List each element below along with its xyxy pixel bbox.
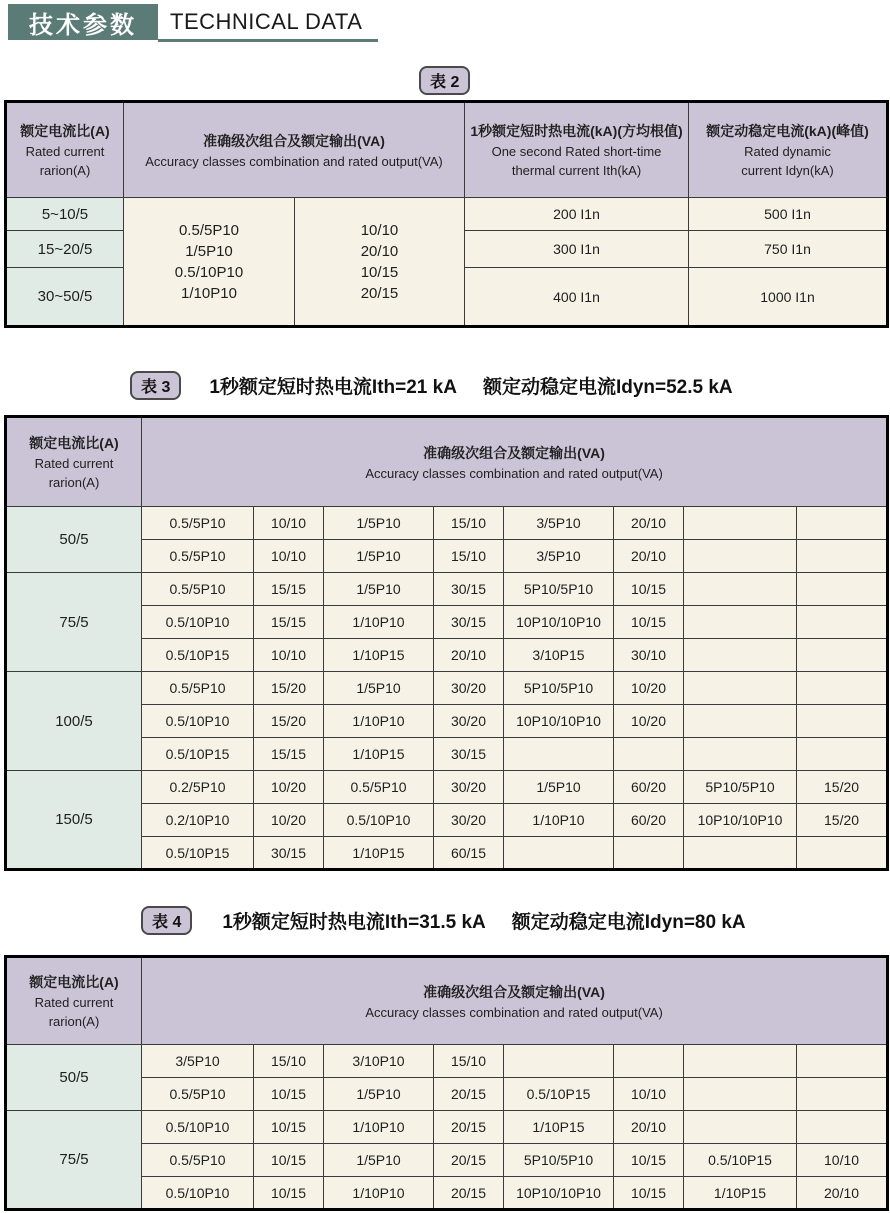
header-text-en: rarion(A) — [48, 475, 100, 490]
table-cell: 1/5P10 — [324, 540, 434, 573]
column-header-ratio — [6, 417, 142, 507]
header-text-zh: 1秒额定短时热电流(kA)(方均根值) — [470, 123, 683, 139]
table4 — [4, 955, 889, 1211]
column-header-accuracy — [124, 102, 465, 198]
table-cell: 5P10/5P10 — [684, 771, 797, 804]
column-header-ratio — [6, 102, 124, 198]
title-underline — [158, 39, 378, 42]
table4-title-ith: 1秒额定短时热电流Ith=31.5 kA — [222, 912, 486, 933]
table-cell: 0.5/5P10 — [142, 1078, 254, 1111]
table-cell: 30/15 — [434, 573, 504, 606]
table-cell: 0.5/5P10 — [142, 507, 254, 540]
table3-title-ith: 1秒额定短时热电流Ith=21 kA — [209, 377, 457, 398]
table-cell — [684, 507, 797, 540]
table-cell: 15/10 — [434, 540, 504, 573]
table-cell: 15/15 — [254, 573, 324, 606]
table3 — [4, 415, 889, 871]
table-cell: 10P10/10P10 — [684, 804, 797, 837]
table-cell: 30/15 — [434, 738, 504, 771]
column-header-dynamic — [689, 102, 888, 198]
table-cell — [614, 1045, 684, 1078]
table-cell: 15/10 — [434, 507, 504, 540]
table-cell: 5P10/5P10 — [504, 1144, 614, 1177]
output-value: 10/10 — [360, 221, 399, 239]
header-text-en: current Idyn(kA) — [741, 163, 834, 178]
header-text-en: Accuracy classes combination and rated output(VA) — [145, 153, 443, 169]
table-cell: 0.5/10P10 — [142, 1111, 254, 1144]
table-cell: 30/20 — [434, 672, 504, 705]
header-text-en: Rated dynamic — [744, 144, 831, 159]
table-cell: 20/15 — [434, 1144, 504, 1177]
table-cell: 1/5P10 — [504, 771, 614, 804]
table-cell: 60/20 — [614, 804, 684, 837]
header-text-en: rarion(A) — [39, 163, 91, 178]
table-cell: 1/5P10 — [324, 573, 434, 606]
accuracy-value: 0.5/10P10 — [174, 263, 244, 281]
output-value: 20/10 — [360, 242, 399, 260]
header-text-en: Accuracy classes combination and rated output(VA) — [365, 465, 663, 481]
accuracy-value: 0.5/5P10 — [178, 221, 240, 239]
table-cell: 1/5P10 — [324, 1144, 434, 1177]
table-cell — [684, 672, 797, 705]
table-cell — [614, 738, 684, 771]
table-cell: 1/10P10 — [324, 705, 434, 738]
table-cell: 3/10P15 — [504, 639, 614, 672]
table-cell: 30/15 — [254, 837, 324, 870]
table-cell: 20/15 — [434, 1177, 504, 1210]
table-cell — [797, 606, 888, 639]
table-cell: 60/20 — [614, 771, 684, 804]
table-cell: 20/10 — [434, 639, 504, 672]
table-cell — [684, 705, 797, 738]
table-cell — [614, 837, 684, 870]
column-header-thermal — [465, 102, 689, 198]
table-cell: 10/15 — [254, 1144, 324, 1177]
table-cell: 10/20 — [254, 771, 324, 804]
ratio-cell: 30~50/5 — [6, 268, 124, 327]
header-text-zh: 额定电流比(A) — [29, 974, 119, 990]
table-cell: 10/10 — [614, 1078, 684, 1111]
table-cell — [684, 540, 797, 573]
table-cell — [684, 837, 797, 870]
table-cell — [797, 837, 888, 870]
section-title-zh: 技术参数 — [29, 11, 137, 39]
table-cell: 1/5P10 — [324, 672, 434, 705]
table-cell — [684, 573, 797, 606]
table-cell — [504, 1045, 614, 1078]
table-cell: 10/20 — [614, 672, 684, 705]
table-cell: 15/20 — [797, 771, 888, 804]
table-cell: 10/20 — [614, 705, 684, 738]
table-cell: 1/10P15 — [324, 738, 434, 771]
output-value: 10/15 — [360, 263, 399, 281]
table-cell: 10/20 — [254, 804, 324, 837]
table-cell: 0.5/10P10 — [142, 606, 254, 639]
table4-title-idyn: 额定动稳定电流Idyn=80 kA — [511, 912, 746, 933]
table-cell: 15/20 — [254, 705, 324, 738]
rated-output-cell — [295, 198, 465, 327]
header-text-zh: 准确级次组合及额定输出(VA) — [423, 444, 605, 461]
table-cell: 3/5P10 — [142, 1045, 254, 1078]
table-cell: 20/15 — [434, 1111, 504, 1144]
table-cell: 20/10 — [614, 507, 684, 540]
ratio-cell: 100/5 — [6, 672, 142, 771]
table-cell: 0.5/10P15 — [142, 639, 254, 672]
table-cell: 1/5P10 — [324, 507, 434, 540]
section-title-box — [8, 4, 158, 40]
header-text-zh: 额定电流比(A) — [29, 435, 119, 451]
header-text-en: One second Rated short-time — [491, 144, 662, 159]
table-cell: 0.5/10P15 — [684, 1144, 797, 1177]
table4-caption — [141, 906, 746, 935]
table-cell: 10/10 — [254, 507, 324, 540]
table-cell — [684, 639, 797, 672]
table-cell: 1/10P10 — [324, 1111, 434, 1144]
thermal-cell: 300 I1n — [465, 231, 689, 268]
table-cell: 30/20 — [434, 771, 504, 804]
table-cell: 0.5/5P10 — [142, 573, 254, 606]
table-cell: 20/15 — [434, 1078, 504, 1111]
ratio-cell: 150/5 — [6, 771, 142, 870]
table-cell: 15/10 — [254, 1045, 324, 1078]
ratio-cell: 50/5 — [6, 1045, 142, 1111]
table4-title — [222, 907, 745, 934]
table-cell: 20/10 — [797, 1177, 888, 1210]
header-text-zh: 额定动稳定电流(kA)(峰值) — [706, 123, 869, 139]
table-cell — [684, 1045, 797, 1078]
table-cell — [797, 639, 888, 672]
ratio-cell: 75/5 — [6, 573, 142, 672]
table-cell: 10/15 — [614, 573, 684, 606]
table-cell: 5P10/5P10 — [504, 672, 614, 705]
accuracy-value: 1/10P10 — [181, 284, 237, 302]
table-cell: 3/10P10 — [324, 1045, 434, 1078]
table-cell: 10/15 — [254, 1111, 324, 1144]
table-cell: 15/20 — [254, 672, 324, 705]
header-text-zh: 准确级次组合及额定输出(VA) — [203, 132, 385, 149]
table-cell: 0.5/10P10 — [142, 1177, 254, 1210]
table-cell: 1/10P15 — [324, 639, 434, 672]
column-header-accuracy — [142, 417, 888, 507]
accuracy-classes-cell — [124, 198, 295, 327]
section-title-en: TECHNICAL DATA — [170, 9, 363, 34]
table-cell: 0.5/10P15 — [142, 738, 254, 771]
table-cell — [684, 606, 797, 639]
ratio-cell: 5~10/5 — [6, 198, 124, 231]
column-header-accuracy — [142, 957, 888, 1045]
ratio-cell: 15~20/5 — [6, 231, 124, 268]
table-cell: 15/15 — [254, 738, 324, 771]
table-cell: 1/10P10 — [324, 1177, 434, 1210]
table-cell — [797, 573, 888, 606]
table-cell: 20/10 — [614, 1111, 684, 1144]
header-text-en: Rated current — [34, 456, 114, 471]
table-cell — [684, 1111, 797, 1144]
table-cell: 0.5/10P10 — [142, 705, 254, 738]
dynamic-cell: 1000 I1n — [689, 268, 888, 327]
output-value: 20/15 — [360, 284, 399, 302]
table-cell — [797, 1111, 888, 1144]
table-cell — [504, 837, 614, 870]
table-cell: 0.2/5P10 — [142, 771, 254, 804]
table-cell: 10P10/10P10 — [504, 705, 614, 738]
table-cell: 60/15 — [434, 837, 504, 870]
table-cell: 10P10/10P10 — [504, 606, 614, 639]
header-text-en: thermal current Ith(kA) — [511, 163, 642, 178]
table-cell: 30/15 — [434, 606, 504, 639]
table3-title — [209, 372, 732, 399]
table-cell: 20/10 — [614, 540, 684, 573]
table3-title-idyn: 额定动稳定电流Idyn=52.5 kA — [482, 377, 733, 398]
table-cell — [684, 1078, 797, 1111]
table-cell: 0.5/10P15 — [504, 1078, 614, 1111]
table-cell: 10P10/10P10 — [504, 1177, 614, 1210]
header-text-zh: 额定电流比(A) — [20, 123, 110, 139]
dynamic-cell: 750 I1n — [689, 231, 888, 268]
table-cell: 1/10P15 — [324, 837, 434, 870]
table-cell: 1/10P15 — [504, 1111, 614, 1144]
accuracy-value: 1/5P10 — [185, 242, 233, 260]
table-cell: 0.2/10P10 — [142, 804, 254, 837]
table-cell: 5P10/5P10 — [504, 573, 614, 606]
table-cell — [797, 672, 888, 705]
table-cell: 0.5/10P15 — [142, 837, 254, 870]
dynamic-cell: 500 I1n — [689, 198, 888, 231]
table-cell: 10/15 — [254, 1078, 324, 1111]
table-cell: 3/5P10 — [504, 507, 614, 540]
table3-caption — [130, 371, 733, 400]
table3-badge: 表 3 — [130, 371, 181, 400]
header-text-zh: 准确级次组合及额定输出(VA) — [423, 983, 605, 1000]
table-cell — [504, 738, 614, 771]
table-cell: 10/15 — [614, 606, 684, 639]
table-cell: 15/10 — [434, 1045, 504, 1078]
column-header-ratio — [6, 957, 142, 1045]
table-cell: 10/10 — [254, 540, 324, 573]
ratio-cell: 75/5 — [6, 1111, 142, 1210]
table-cell: 30/20 — [434, 804, 504, 837]
ratio-cell: 50/5 — [6, 507, 142, 573]
thermal-cell: 400 I1n — [465, 268, 689, 327]
table-cell: 1/10P10 — [504, 804, 614, 837]
table-cell: 10/10 — [254, 639, 324, 672]
table-cell — [797, 1045, 888, 1078]
table-cell: 0.5/5P10 — [324, 771, 434, 804]
table-cell: 15/20 — [797, 804, 888, 837]
table-cell: 0.5/5P10 — [142, 540, 254, 573]
table-cell — [797, 507, 888, 540]
table-cell: 0.5/10P10 — [324, 804, 434, 837]
table-cell: 10/15 — [254, 1177, 324, 1210]
table2-badge: 表 2 — [419, 66, 470, 95]
table2 — [4, 100, 889, 328]
header-text-en: Accuracy classes combination and rated output(VA) — [365, 1004, 663, 1020]
table-cell: 1/10P15 — [684, 1177, 797, 1210]
header-text-en: rarion(A) — [48, 1014, 100, 1029]
table-cell: 10/15 — [614, 1177, 684, 1210]
table-cell: 1/10P10 — [324, 606, 434, 639]
header-text-en: Rated current — [25, 144, 105, 159]
table-cell: 3/5P10 — [504, 540, 614, 573]
thermal-cell: 200 I1n — [465, 198, 689, 231]
table-cell: 0.5/5P10 — [142, 672, 254, 705]
header-text-en: Rated current — [34, 995, 114, 1010]
table-cell: 30/20 — [434, 705, 504, 738]
table-cell — [797, 738, 888, 771]
table-cell: 10/15 — [614, 1144, 684, 1177]
table-cell — [797, 540, 888, 573]
table-cell — [797, 705, 888, 738]
table-cell — [684, 738, 797, 771]
table-cell: 10/10 — [797, 1144, 888, 1177]
table4-badge: 表 4 — [141, 906, 192, 935]
table-cell — [797, 1078, 888, 1111]
table-cell: 15/15 — [254, 606, 324, 639]
table-cell: 0.5/5P10 — [142, 1144, 254, 1177]
table-cell: 1/5P10 — [324, 1078, 434, 1111]
table-cell: 30/10 — [614, 639, 684, 672]
